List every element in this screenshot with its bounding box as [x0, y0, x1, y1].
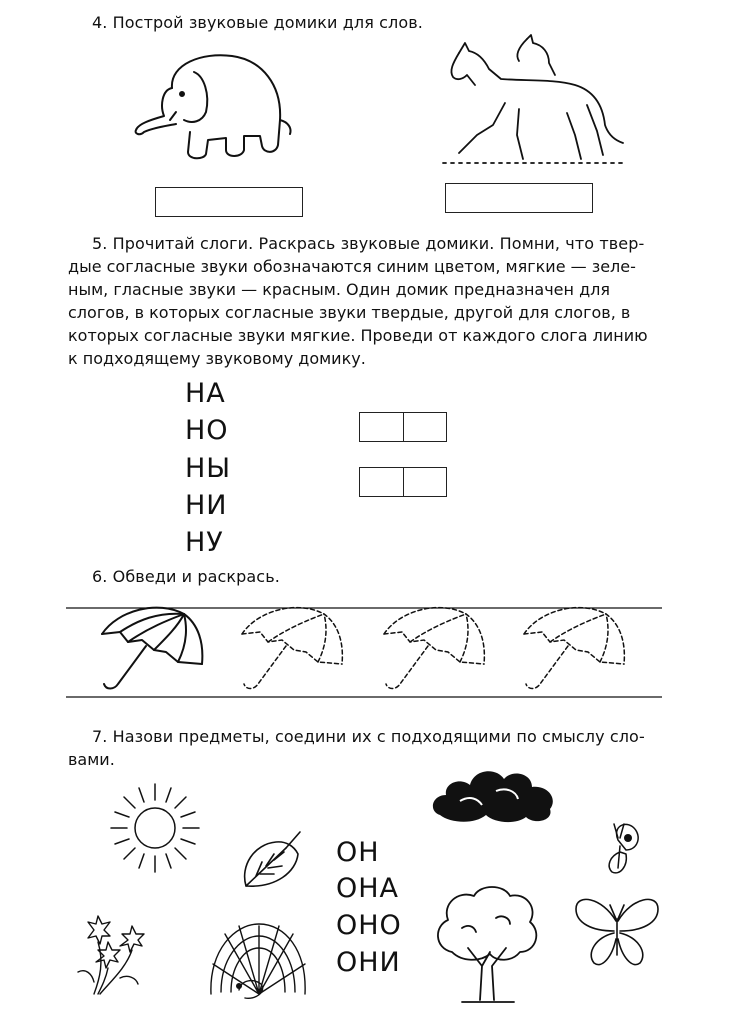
pronoun-ona[interactable]: ОНА — [336, 873, 400, 904]
pronoun-oni[interactable]: ОНИ — [336, 947, 401, 978]
sound-house-hard[interactable] — [359, 412, 447, 442]
task-7-title: 7. Назови предметы, соедини их с подходящими по смыслу сло- — [92, 727, 645, 746]
task-4-title: 4. Построй звуковые домики для слов. — [92, 13, 423, 32]
task-5-title: 5. Прочитай слоги. Раскрась звуковые домики. Помни, что твер- — [92, 234, 645, 253]
butterfly-small-icon[interactable] — [598, 820, 648, 880]
task-7-line-1: вами. — [68, 750, 115, 769]
task-5-line-5: к подходящему звуковому домику. — [68, 349, 366, 368]
elephant-illustration — [132, 50, 302, 165]
syllable-nu[interactable]: НУ — [185, 527, 224, 558]
task-5-line-1: дые согласные звуки обозначаются синим цветом, мягкие — зеле- — [68, 257, 636, 276]
butterfly-icon[interactable] — [572, 893, 662, 973]
cloud-icon[interactable] — [430, 765, 560, 825]
leaf-icon[interactable] — [236, 826, 306, 896]
tree-icon[interactable] — [432, 882, 542, 1007]
peacock-icon[interactable] — [205, 920, 310, 1002]
flowers-icon[interactable] — [70, 912, 160, 997]
task-5-line-4: которых согласные звуки мягкие. Проведи от каждого слога линию — [68, 326, 648, 345]
house-soft-consonant-cell[interactable] — [360, 468, 403, 496]
syllable-na[interactable]: НА — [185, 378, 226, 409]
house-hard-vowel-cell[interactable] — [403, 413, 447, 441]
umbrella-trace-icon-2[interactable] — [380, 602, 490, 697]
syllable-ni[interactable]: НИ — [185, 490, 228, 521]
syllable-ny[interactable]: НЫ — [185, 453, 232, 484]
umbrella-trace-icon-1[interactable] — [238, 602, 348, 697]
umbrella-icon — [98, 602, 208, 697]
umbrella-trace-icon-3[interactable] — [520, 602, 630, 697]
task-6-title: 6. Обведи и раскрась. — [92, 567, 280, 586]
pronoun-ono[interactable]: ОНО — [336, 910, 402, 941]
task-5-line-2: ным, гласные звуки — красным. Один домик предназначен для — [68, 280, 610, 299]
house-soft-vowel-cell[interactable] — [403, 468, 447, 496]
sound-house-horse[interactable] — [445, 183, 593, 213]
sound-house-soft[interactable] — [359, 467, 447, 497]
house-hard-consonant-cell[interactable] — [360, 413, 403, 441]
task-5-line-3: слогов, в которых согласные звуки твердые, другой для слогов, в — [68, 303, 631, 322]
sun-icon[interactable] — [105, 778, 205, 878]
sound-house-elephant[interactable] — [155, 187, 303, 217]
syllable-no[interactable]: НО — [185, 415, 229, 446]
pronoun-on[interactable]: ОН — [336, 837, 380, 868]
horses-illustration — [435, 35, 630, 170]
